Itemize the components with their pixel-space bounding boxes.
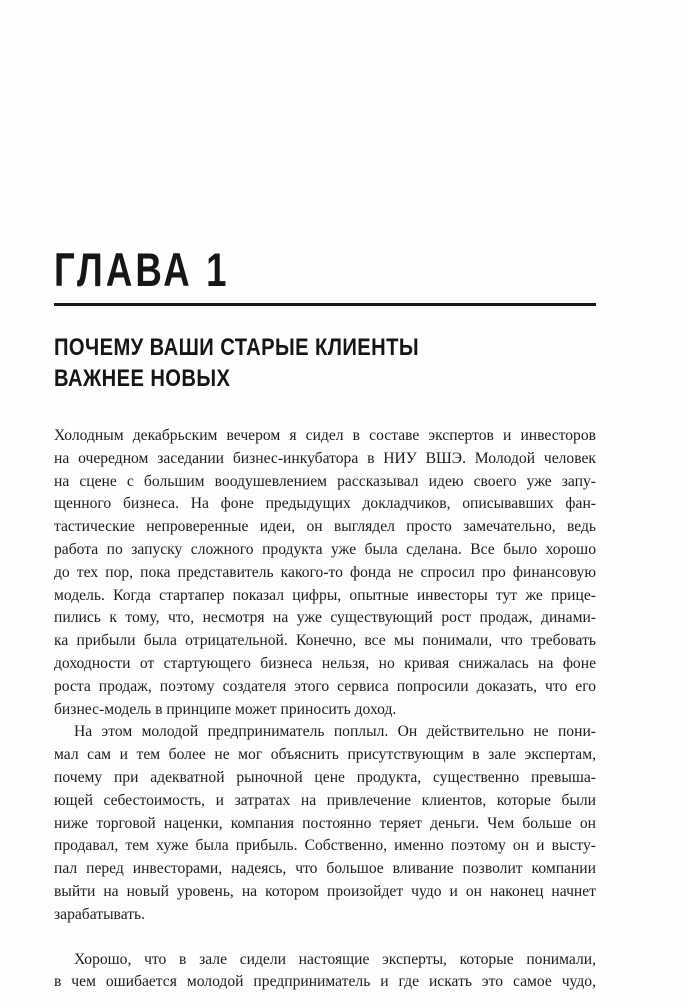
text-line: мал сам и тем более не мог объяснить присутствующим в зале экспертам, xyxy=(54,746,596,764)
text-line: работа по запуску сложного продукта уже была сделана. Все было хорошо xyxy=(54,540,596,558)
paragraph xyxy=(54,949,596,995)
chapter-title-line: ВАЖНЕЕ НОВЫХ xyxy=(54,365,231,392)
text-line: щенного бизнеса. На фоне предыдущих докладчиков, описывавших фан- xyxy=(54,495,596,513)
text-line: пились к тому, что, несмотря на уже существующий рост продаж, динами- xyxy=(54,609,596,627)
body-text xyxy=(54,425,596,994)
paragraph xyxy=(54,425,596,721)
chapter-title-line: ПОЧЕМУ ВАШИ СТАРЫЕ КЛИЕНТЫ xyxy=(54,334,419,361)
text-line: до тех пор, пока представитель какого-то фонда не спросил про финансовую xyxy=(54,563,596,581)
text-line: модель. Когда стартапер показал цифры, опытные инвесторы тут же прице- xyxy=(54,586,596,604)
text-line: ющей себестоимость, и затратах на привлечение клиентов, которые были xyxy=(54,791,596,809)
text-line: выйти на новый уровень, на котором произойдет чудо и он наконец начнет xyxy=(54,882,596,900)
text-line: доходности от стартующего бизнеса нельзя, но кривая снижалась на фоне xyxy=(54,654,596,672)
text-line: зарабатывать. xyxy=(54,905,146,923)
text-line: тастические непроверенные идеи, он выглядел просто замечательно, ведь xyxy=(54,518,596,536)
text-line: продавал, тем хуже была прибыль. Собственно, именно поэтому он и высту- xyxy=(54,837,596,855)
text-line: на сцене с большим воодушевлением рассказывал идею своего уже запу- xyxy=(54,472,596,490)
text-line: бизнес-модель в принципе может приносить доход. xyxy=(54,700,397,718)
text-line: ниже торговой наценки, компания постоянно теряет деньги. Чем больше он xyxy=(54,814,596,832)
text-line: пал перед инвесторами, надеясь, что большое вливание позволит компании xyxy=(54,860,596,878)
text-line: почему при адекватной рыночной цене продукта, существенно превыша- xyxy=(54,768,596,786)
text-line: Хорошо, что в зале сидели настоящие эксперты, которые понимали, xyxy=(74,950,596,968)
text-line: ка прибыли была отрицательной. Конечно, все мы понимали, что требовать xyxy=(54,632,596,650)
chapter-label: ГЛАВА 1 xyxy=(54,243,230,296)
chapter-title xyxy=(54,332,419,394)
text-line: Холодным декабрьским вечером я сидел в составе экспертов и инвесторов xyxy=(54,427,596,444)
text-line: На этом молодой предприниматель поплыл. Он действительно не пони- xyxy=(74,723,596,741)
text-line: на очередном заседании бизнес-инкубатора в НИУ ВШЭ. Молодой человек xyxy=(54,449,596,467)
text-line: в чем ошибается молодой предприниматель и где искать это самое чудо, xyxy=(54,973,596,991)
chapter-divider xyxy=(54,303,596,306)
paragraph xyxy=(54,721,596,926)
paragraph-spacer xyxy=(54,927,596,949)
text-line: роста продаж, поэтому создателя этого сервиса попросили доказать, что его xyxy=(54,677,596,695)
